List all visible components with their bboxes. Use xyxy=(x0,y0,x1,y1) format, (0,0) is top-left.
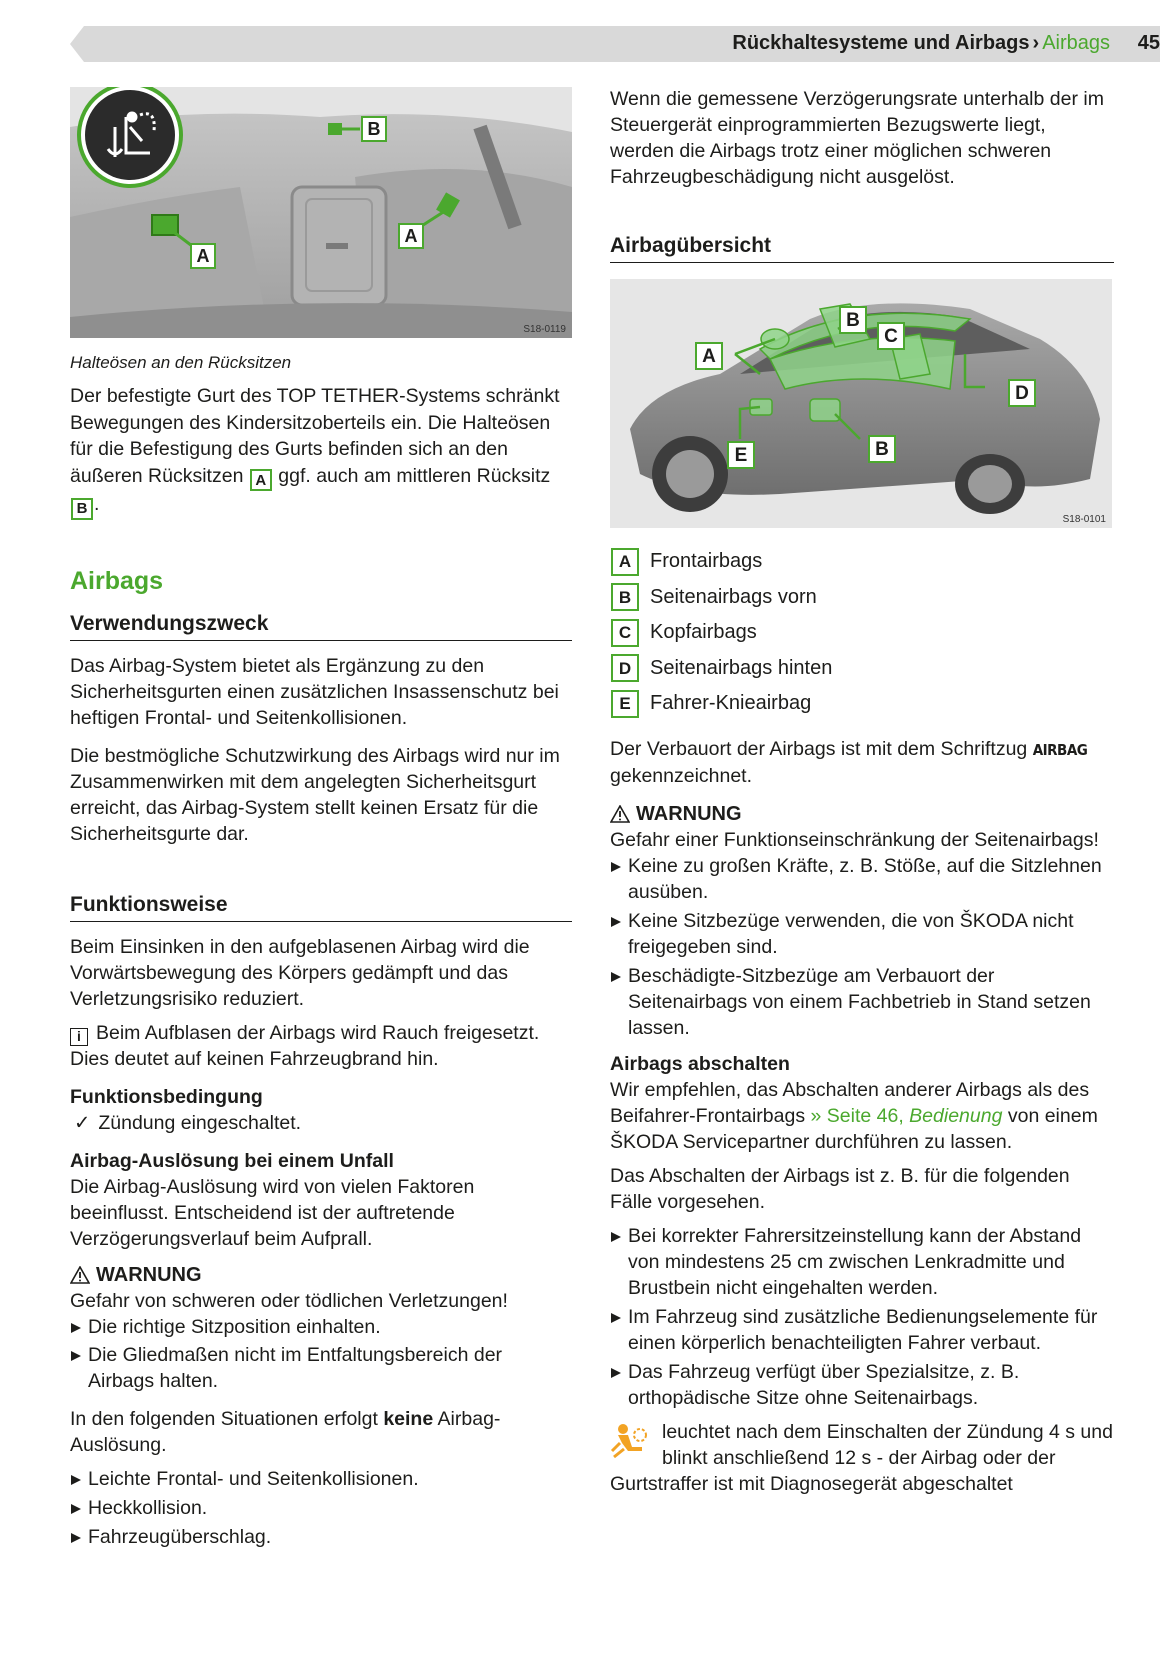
warning-text: Gefahr einer Funktionseinschränkung der Seitenairbags! xyxy=(610,828,1099,851)
function-info-text: Beim Aufblasen der Airbags wird Rauch freigesetzt. Dies deutet auf keinen Fahrzeugbrand hin. xyxy=(70,1021,540,1070)
figure-label-d: D xyxy=(1008,379,1036,407)
airbag-warning-lamp-icon xyxy=(610,1421,650,1459)
no-trigger-paragraph xyxy=(70,1406,572,1458)
list-item: Die Gliedmaßen nicht im Entfaltungsbereich der Airbags halten. xyxy=(70,1342,572,1394)
right-column xyxy=(610,86,1114,1497)
breadcrumb-section[interactable]: Rückhaltesysteme und Airbags xyxy=(732,32,1030,54)
list-item: Keine zu großen Kräfte, z. B. Stöße, auf die Sitzlehnen ausüben. xyxy=(610,853,1114,905)
rear-seat-figure xyxy=(70,87,572,338)
legend-label: Fahrer-Knieairbag xyxy=(650,692,812,715)
function-info-note xyxy=(70,1020,572,1072)
disable-list xyxy=(610,1223,1114,1411)
breadcrumb xyxy=(732,32,1110,55)
list-item: Keine Sitzbezüge verwenden, die von ŠKODA nicht freigegeben sind. xyxy=(610,908,1114,960)
legend-label: Kopfairbags xyxy=(650,621,757,644)
warning-triangle-icon xyxy=(610,805,630,823)
legend-label: Frontairbags xyxy=(650,550,763,573)
list-item: Leichte Frontal- und Seitenkollisionen. xyxy=(70,1466,572,1492)
breadcrumb-separator: › xyxy=(1032,32,1040,54)
legend-key: C xyxy=(611,619,639,647)
marking-pre: Der Verbauort der Airbags ist mit dem Schriftzug xyxy=(610,737,1028,760)
legend-item xyxy=(610,686,1114,722)
legend-item xyxy=(610,651,1114,687)
legend-label: Seitenairbags vorn xyxy=(650,585,817,608)
list-item: Bei korrekter Fahrersitzeinstellung kann der Abstand von mindestens 25 cm zwischen Lenkradmitte und Brustbein nicht eingehalten werden. xyxy=(610,1223,1114,1301)
info-icon: i xyxy=(70,1028,88,1046)
list-item: Fahrzeugüberschlag. xyxy=(70,1524,572,1550)
left-column xyxy=(70,87,572,1550)
page-number: 45 xyxy=(1137,32,1160,54)
legend-item xyxy=(610,544,1114,580)
purpose-paragraph-2: Die bestmögliche Schutzwirkung des Airbags wird nur im Zusammenwirken mit dem angelegten Sicherheitsgurt erreicht, das Airbag-System stellt keinen Ersatz für die Sicherheitsgurte dar. xyxy=(70,744,560,845)
heading-disable: Airbags abschalten xyxy=(610,1052,790,1075)
heading-purpose: Verwendungszweck xyxy=(70,610,572,641)
legend-key: D xyxy=(611,654,639,682)
figure-label-c: C xyxy=(877,322,905,350)
page-46-link[interactable] xyxy=(811,1105,1003,1127)
warning-lamp-note xyxy=(610,1419,1114,1497)
callout-b: B xyxy=(71,498,93,520)
link-page[interactable]: » Seite 46, xyxy=(810,1104,904,1127)
list-item: Heckkollision. xyxy=(70,1495,572,1521)
legend-key: B xyxy=(611,583,639,611)
legend-key: E xyxy=(611,690,639,718)
disable-paragraph-1 xyxy=(610,1077,1114,1155)
list-item: Beschädigte-Sitzbezüge am Verbauort der Seitenairbags von einem Fachbetrieb in Stand setzen lassen. xyxy=(610,963,1114,1041)
disable-paragraph-2: Das Abschalten der Airbags ist z. B. für die folgenden Fälle vorgesehen. xyxy=(610,1164,1070,1213)
breadcrumb-current[interactable]: Airbags xyxy=(1042,32,1110,54)
figure-caption: Halteösen an den Rücksitzen xyxy=(70,353,292,372)
heading-overview: Airbagübersicht xyxy=(610,232,1114,263)
list-item: Die richtige Sitzposition einhalten. xyxy=(70,1314,572,1340)
heading-trigger: Airbag-Auslösung bei einem Unfall xyxy=(70,1149,394,1172)
no-trigger-bold: keine xyxy=(383,1407,434,1430)
link-title[interactable]: Bedienung xyxy=(909,1104,1003,1127)
condition-item xyxy=(70,1110,572,1136)
section-title-airbags: Airbags xyxy=(70,566,164,595)
warning-text: Gefahr von schweren oder tödlichen Verletzungen! xyxy=(70,1289,508,1312)
disable-text-post: von einem ŠKODA Servicepartner durchführen zu lassen. xyxy=(610,1104,1098,1153)
top-tether-paragraph xyxy=(70,383,572,520)
warning-title: WARNUNG xyxy=(96,1263,202,1286)
figure-label-b-bottom: B xyxy=(868,435,896,463)
warning-triangle-icon xyxy=(70,1266,90,1284)
top-tether-text: Der befestigte Gurt des TOP TETHER-Systems schränkt Bewegungen des Kindersitzoberteils ein. Die Halteösen für die Befestigung des Gurts befinden sich an den äußeren Rücksitzen xyxy=(70,385,560,487)
trigger-paragraph: Die Airbag-Auslösung wird von vielen Faktoren beeinflusst. Entscheidend ist der auftretende Verzögerungsverlauf beim Aufprall. xyxy=(70,1175,475,1250)
list-item: Im Fahrzeug sind zusätzliche Bedienungselemente für einen körperlich benachteiligten Fahrer verbaut. xyxy=(610,1304,1114,1356)
no-trigger-list xyxy=(70,1466,572,1550)
figure-label-b-top: B xyxy=(839,306,867,334)
figure-label-a: A xyxy=(695,342,723,370)
legend-item xyxy=(610,580,1114,616)
marking-post: gekennzeichnet. xyxy=(610,764,753,787)
warning-list xyxy=(70,1314,572,1394)
legend-label: Seitenairbags hinten xyxy=(650,656,833,679)
heading-function: Funktionsweise xyxy=(70,891,572,922)
intro-paragraph: Wenn die gemessene Verzögerungsrate unterhalb der im Steuergerät einprogrammierten Bezugswerte liegt, werden die Airbags trotz einer möglichen schweren Fahrzeugbeschädigung nicht ausgelöst. xyxy=(610,88,1104,188)
airbag-legend xyxy=(610,544,1114,722)
heading-condition: Funktionsbedingung xyxy=(70,1085,263,1108)
top-tether-text-2: ggf. auch am mittleren Rücksitz xyxy=(278,464,551,487)
no-trigger-pre: In den folgenden Situationen erfolgt xyxy=(70,1407,378,1430)
warning-lamp-text: leuchtet nach dem Einschalten der Zündung 4 s und blinkt anschließend 12 s - der Airbag oder der Gurtstraffer ist mit Diagnosegerät abgeschaltet xyxy=(610,1420,1113,1495)
figure-label-a-left: A xyxy=(190,243,216,269)
car-airbag-figure xyxy=(610,279,1112,528)
page-header xyxy=(70,24,1160,64)
disable-text-pre: Wir empfehlen, das Abschalten anderer Airbags als des Beifahrer-Frontairbags xyxy=(610,1078,1090,1127)
checkmark-icon: ✓ xyxy=(74,1111,91,1134)
warning-title: WARNUNG xyxy=(636,802,742,825)
airbag-marking: AIRBAG xyxy=(1032,740,1088,759)
callout-a: A xyxy=(250,469,272,491)
figure-label-e: E xyxy=(727,441,755,469)
condition-text: Zündung eingeschaltet. xyxy=(98,1111,302,1134)
marking-paragraph xyxy=(610,736,1114,789)
no-trigger-post: Airbag-Auslösung. xyxy=(70,1407,501,1456)
legend-key: A xyxy=(611,548,639,576)
figure-label-b: B xyxy=(361,116,387,142)
warning-heading-left xyxy=(70,1262,572,1288)
warning-list xyxy=(610,853,1114,1041)
top-tether-text-3: . xyxy=(94,493,100,515)
warning-heading-right xyxy=(610,801,1114,827)
list-item: Das Fahrzeug verfügt über Spezialsitze, z. B. orthopädische Sitze ohne Seitenairbags. xyxy=(610,1359,1114,1411)
figure-label-a-right: A xyxy=(398,223,424,249)
function-paragraph: Beim Einsinken in den aufgeblasenen Airbag wird die Vorwärtsbewegung des Körpers gedämpft und das Verletzungsrisiko reduziert. xyxy=(70,935,530,1010)
figure-code: S18-0101 xyxy=(1062,514,1106,525)
figure-code: S18-0119 xyxy=(523,324,566,335)
legend-item xyxy=(610,615,1114,651)
purpose-paragraph-1: Das Airbag-System bietet als Ergänzung zu den Sicherheitsgurten einen zusätzlichen Insassenschutz bei heftigen Frontal- und Seitenkollisionen. xyxy=(70,654,559,729)
rear-seat-illustration xyxy=(70,87,572,338)
